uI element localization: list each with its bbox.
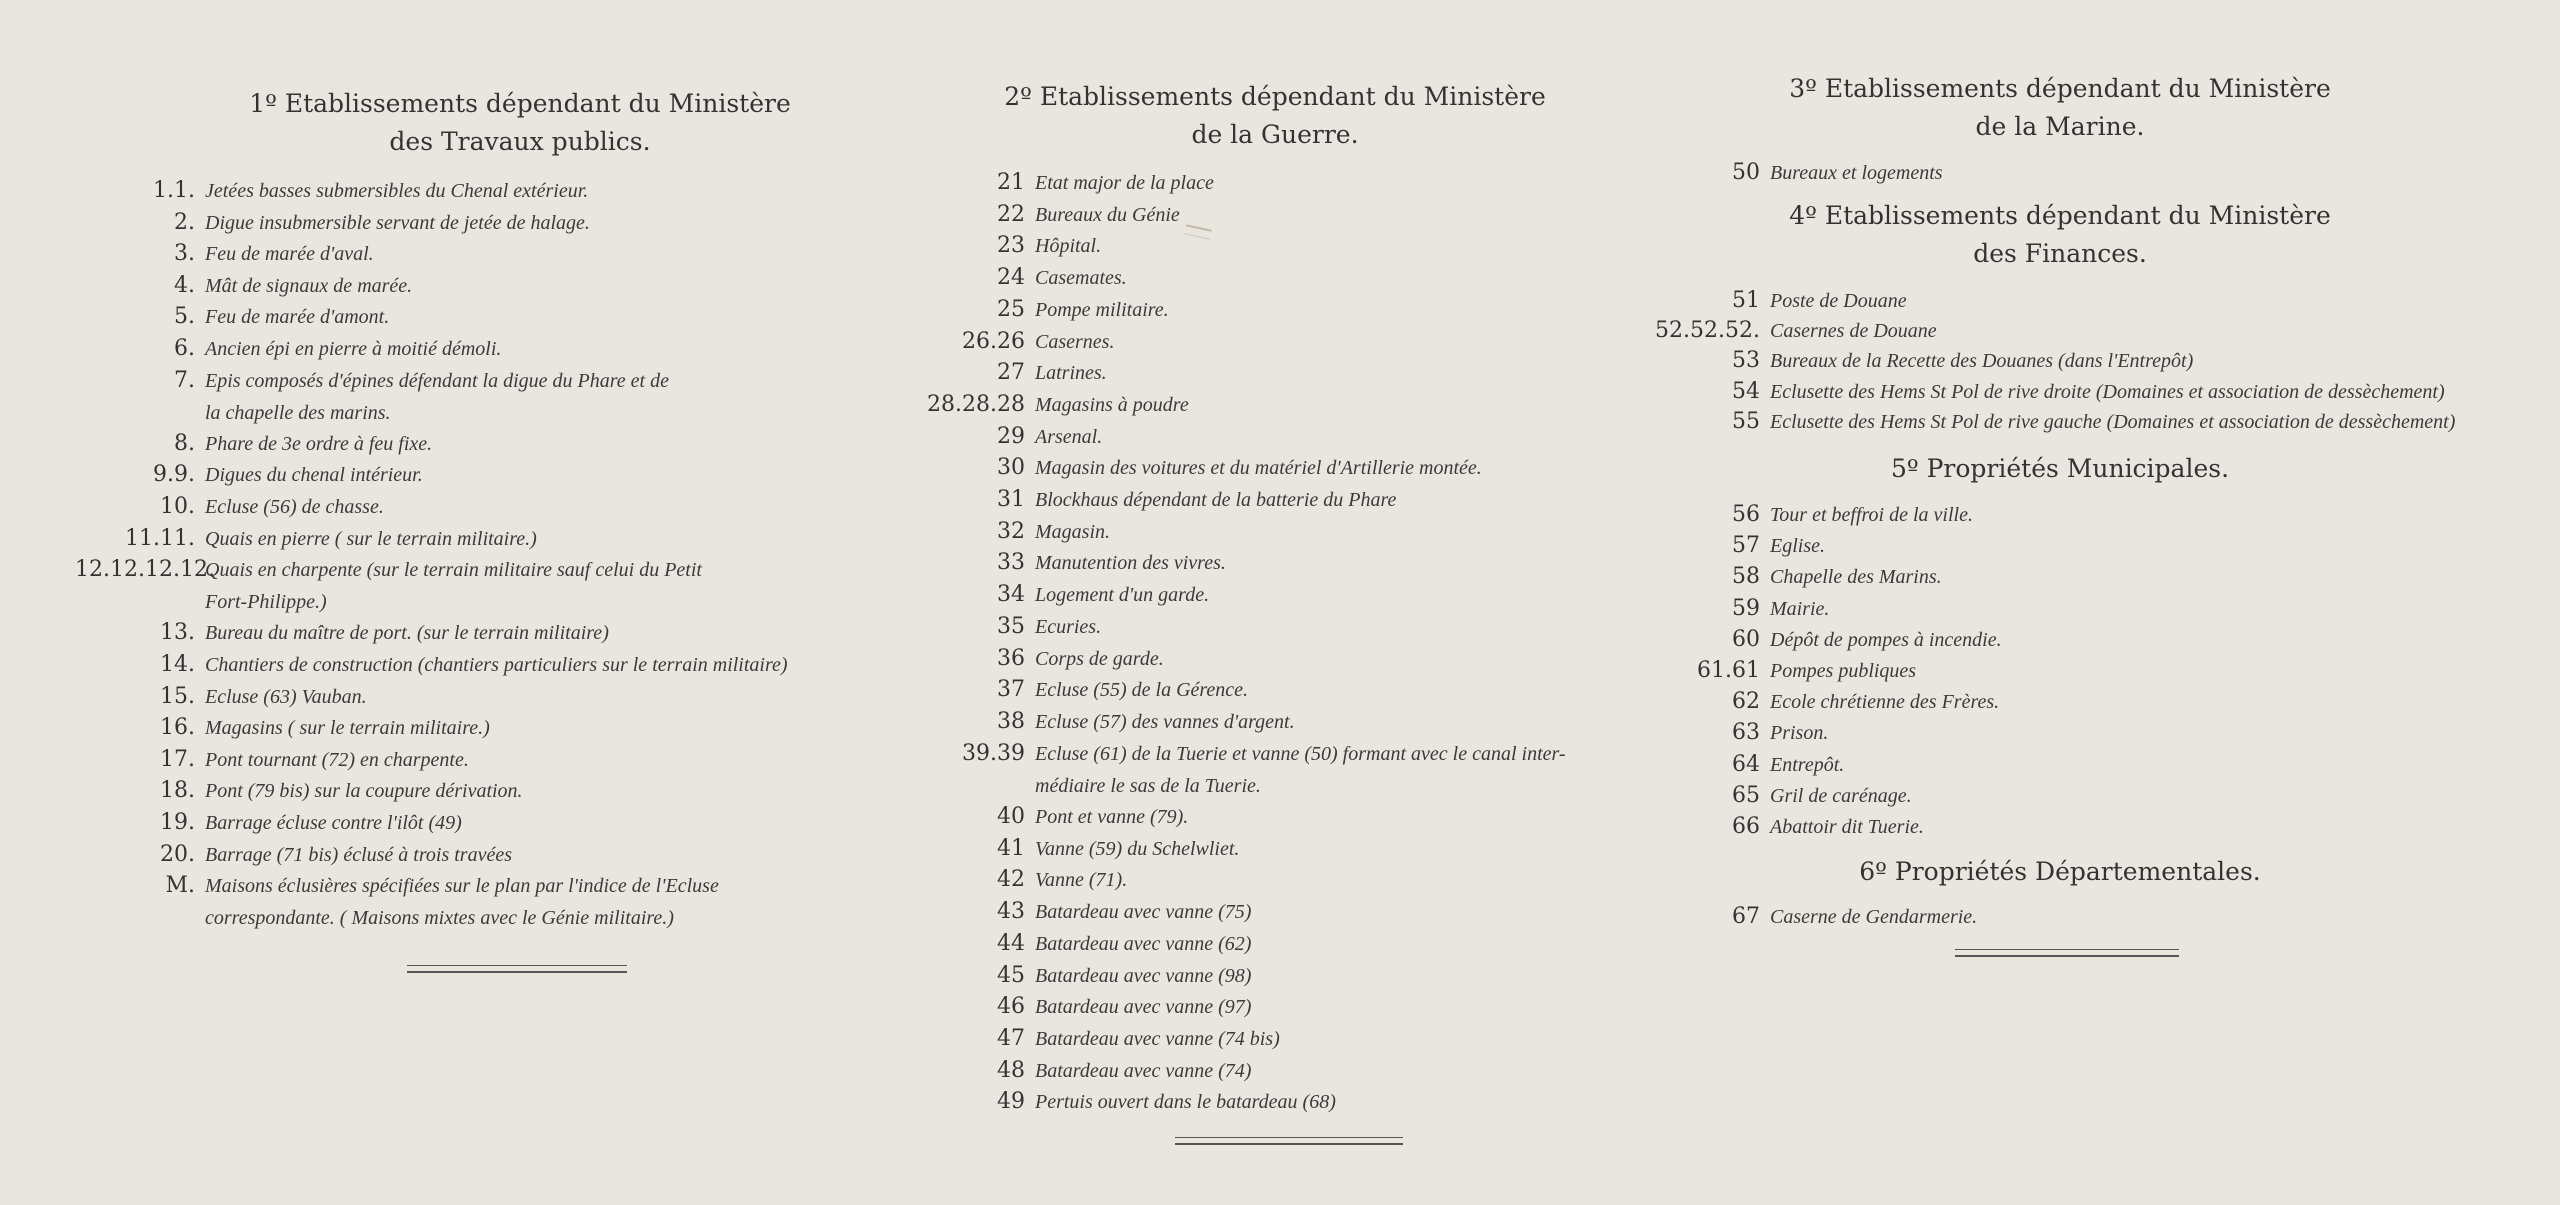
legend-entry (905, 1056, 1645, 1088)
legend-entry-number: 12.12.12.12. (75, 557, 215, 583)
legend-entry-text: Ecole chrétienne des Frères. (1770, 691, 2000, 714)
legend-entry-text-continued: Fort-Philippe.) (205, 591, 327, 614)
legend-entry-number: 29 (997, 423, 1025, 449)
legend-entry-number: 64 (1732, 751, 1760, 777)
legend-entry-number: 45 (997, 962, 1025, 988)
legend-entry (905, 739, 1645, 797)
legend-entry-number: 31 (997, 487, 1025, 512)
legend-entry-text: Magasins ( sur le terrain militaire.) (205, 717, 490, 740)
legend-entry-number: 67 (1732, 904, 1760, 929)
legend-entry-text: Phare de 3e ordre à feu fixe. (205, 432, 433, 455)
heading-line: 3º Etablissements dépendant du Ministère (1789, 74, 2331, 103)
legend-entry (75, 650, 875, 682)
legend-entry-text: Batardeau avec vanne (74 bis) (1035, 1027, 1280, 1050)
section-heading-finances (1640, 197, 2480, 273)
legend-entry (75, 302, 875, 334)
legend-entry (75, 808, 875, 840)
legend-entry-number: 20. (160, 841, 195, 867)
legend-entry-number: 17. (160, 746, 195, 772)
legend-entry-text-continued: médiaire le sas de la Tuerie. (1035, 774, 1261, 797)
legend-entry-number: 24 (997, 265, 1025, 291)
legend-entry (1640, 594, 2480, 626)
legend-entry-number: 22 (997, 201, 1025, 227)
section-end-rule (407, 965, 627, 973)
legend-entry (75, 776, 875, 808)
legend-entry-text: Magasin des voitures et du matériel d'Artillerie montée. (1035, 457, 1482, 480)
legend-entry-number: 33 (997, 550, 1025, 576)
legend-entry (1640, 625, 2480, 657)
section-end-rule (1175, 1137, 1403, 1145)
legend-entry (905, 200, 1645, 232)
legend-entry (75, 271, 875, 303)
legend-entry-number: 28.28.28 (927, 391, 1025, 417)
legend-entry-number: 10. (160, 494, 195, 519)
legend-entry (905, 327, 1645, 359)
legend-entry (1640, 346, 2480, 378)
legend-entry (905, 1024, 1645, 1056)
legend-entry-number: 19. (160, 810, 195, 835)
legend-entry-number: 13. (160, 620, 195, 646)
legend-entry-text: Ecluse (61) de la Tuerie et vanne (50) formant avec le canal inter- (1035, 742, 1566, 765)
legend-entry-text: Magasins à poudre (1035, 393, 1189, 416)
legend-entry (905, 834, 1645, 866)
legend-entry-number: 40 (997, 804, 1025, 829)
legend-entry-number: 27 (997, 360, 1025, 386)
legend-entry-number: 43 (997, 899, 1025, 925)
legend-entry (905, 897, 1645, 929)
legend-entry-number: 62 (1732, 689, 1760, 715)
legend-entry-text: Ecluse (57) des vannes d'argent. (1035, 710, 1295, 733)
legend-entry (905, 802, 1645, 834)
legend-entry-number: 7. (174, 367, 195, 393)
legend-entry (905, 168, 1645, 200)
legend-entry (1640, 316, 2480, 348)
legend-entry-text: Logement d'un garde. (1035, 584, 1210, 607)
section-heading-departementales (1640, 853, 2480, 891)
heading-line: 1º Etablissements dépendant du Ministère (249, 89, 791, 118)
legend-entry-number: 46 (997, 994, 1025, 1020)
legend-entry-text: Digue insubmersible servant de jetée de halage. (205, 211, 590, 234)
legend-entry-number: 49 (997, 1089, 1025, 1115)
legend-entry-text: Pompes publiques (1770, 660, 1917, 682)
legend-entry (75, 713, 875, 745)
legend-entry (905, 453, 1645, 485)
legend-entry-text: Prison. (1770, 722, 1829, 745)
legend-entry-text: Ecluse (56) de chasse. (205, 496, 384, 518)
legend-entry-number: M. (165, 873, 195, 899)
heading-line: de la Marine. (1975, 112, 2145, 141)
legend-entry-text: Mairie. (1770, 597, 1830, 620)
legend-entry-number: 57 (1732, 533, 1760, 559)
legend-entry-number: 25 (997, 296, 1025, 322)
legend-entry-text: Hôpital. (1035, 235, 1102, 258)
legend-entry-number: 48 (997, 1057, 1025, 1083)
legend-entry-number: 42 (997, 867, 1025, 893)
legend-entry-number: 15. (160, 683, 195, 709)
legend-entry-number: 11.11. (125, 525, 195, 551)
legend-entry-number: 51 (1732, 288, 1760, 313)
legend-entry-number: 60 (1732, 626, 1760, 652)
legend-entry (75, 871, 875, 930)
legend-entry (1640, 781, 2480, 813)
legend-entry-number: 3. (174, 241, 195, 267)
legend-entry-text: Bureau du maître de port. (sur le terrain militaire) (205, 622, 609, 645)
legend-entry-text-continued: la chapelle des marins. (205, 401, 391, 424)
legend-entry-number: 52.52.52. (1655, 318, 1760, 344)
legend-entry (75, 239, 875, 271)
legend-entry (905, 263, 1645, 295)
legend-entry-text: Gril de carénage. (1770, 784, 1912, 807)
legend-entry (905, 961, 1645, 993)
legend-entry (905, 390, 1645, 422)
legend-entry-number: 56 (1732, 502, 1760, 527)
legend-entry-text: Chapelle des Marins. (1770, 566, 1942, 589)
legend-entry-text: Casernes de Douane (1770, 320, 1937, 343)
legend-entry-number: 2. (174, 209, 195, 235)
legend-entry-text: Barrage (71 bis) éclusé à trois travées (205, 843, 512, 866)
legend-entry-text: Jetées basses submersibles du Chenal extérieur. (205, 180, 589, 202)
section-heading-municipales (1640, 450, 2480, 488)
legend-entry-text: Corps de garde. (1035, 647, 1164, 670)
legend-entry-number: 38 (997, 708, 1025, 734)
legend-entry-text: Batardeau avec vanne (75) (1035, 901, 1252, 924)
legend-entry-text: Eclusette des Hems St Pol de rive droite (Domaines et association de dessèchement) (1770, 380, 2445, 403)
legend-entry (75, 618, 875, 650)
legend-entry (905, 644, 1645, 676)
legend-entry-number: 30 (997, 455, 1025, 481)
legend-entry-number: 18. (160, 778, 195, 804)
legend-entry-text: Pertuis ouvert dans le batardeau (68) (1035, 1091, 1336, 1114)
legend-entry (1640, 562, 2480, 594)
legend-entry-number: 6. (174, 336, 195, 361)
legend-entry-number: 59 (1732, 595, 1760, 621)
legend-entry-number: 58 (1732, 564, 1760, 590)
legend-entry (1640, 286, 2480, 318)
legend-entry-text: Digues du chenal intérieur. (205, 464, 423, 487)
legend-entry-text: Arsenal. (1035, 425, 1103, 448)
legend-entry (905, 675, 1645, 707)
legend-entry-number: 14. (160, 652, 195, 677)
legend-entry-number: 5. (174, 304, 195, 330)
heading-line: 5º Propriétés Municipales. (1890, 454, 2230, 483)
legend-entry (75, 840, 875, 872)
legend-entry-text: Mât de signaux de marée. (205, 274, 413, 297)
legend-entry-number: 21 (997, 170, 1025, 195)
heading-line: de la Guerre. (1191, 120, 1359, 149)
legend-entry (905, 865, 1645, 897)
legend-entry-number: 1.1. (153, 178, 195, 203)
legend-entry (1640, 718, 2480, 750)
legend-entry-text: Eclusette des Hems St Pol de rive gauche (Domaines et association de dessèchement) (1770, 410, 2456, 433)
legend-entry (905, 707, 1645, 739)
legend-entry (905, 358, 1645, 390)
legend-entry-number: 16. (160, 715, 195, 741)
legend-entry (905, 548, 1645, 580)
legend-entry-number: 37 (997, 677, 1025, 703)
legend-entry-number: 53 (1732, 348, 1760, 374)
legend-entry-text: Feu de marée d'aval. (205, 243, 374, 266)
section-heading-travaux-publics (75, 85, 965, 161)
legend-entry-text: Etat major de la place (1035, 172, 1214, 194)
legend-entry (75, 334, 875, 366)
legend-entry (1640, 812, 2480, 844)
legend-entry-number: 61.61 (1697, 658, 1760, 683)
legend-entry-text: Feu de marée d'amont. (205, 306, 390, 329)
legend-entry (1640, 407, 2480, 439)
legend-entry-number: 66 (1732, 814, 1760, 839)
legend-entry (75, 429, 875, 461)
legend-entry-number: 4. (174, 272, 195, 298)
legend-entry-number: 55 (1732, 408, 1760, 434)
legend-entry-number: 65 (1732, 782, 1760, 808)
legend-entry-number: 44 (997, 930, 1025, 956)
legend-entry-text: Maisons éclusières spécifiées sur le plan par l'indice de l'Ecluse (205, 875, 719, 898)
legend-entry (75, 460, 875, 492)
legend-entry-number: 39.39 (962, 740, 1025, 766)
legend-entry (905, 295, 1645, 327)
legend-entry (75, 524, 875, 556)
legend-entry-number: 36 (997, 645, 1025, 671)
legend-entry-text: Ecuries. (1035, 615, 1102, 638)
legend-entry-text: Tour et beffroi de la ville. (1770, 504, 1973, 526)
heading-line: 2º Etablissements dépendant du Ministère (1004, 82, 1546, 111)
legend-entry (1640, 902, 2480, 934)
legend-entry-text: Poste de Douane (1770, 290, 1907, 312)
legend-entry-text: Entrepôt. (1770, 753, 1845, 776)
section-end-rule (1955, 949, 2179, 957)
legend-entry-text: Dépôt de pompes à incendie. (1770, 628, 2002, 651)
legend-entry (1640, 531, 2480, 563)
legend-entry (905, 612, 1645, 644)
legend-entry (905, 992, 1645, 1024)
legend-entry (75, 208, 875, 240)
legend-entry-text: Chantiers de construction (chantiers particuliers sur le terrain militaire) (205, 654, 788, 676)
legend-entry-text: Casemates. (1035, 267, 1127, 290)
legend-entry (75, 492, 875, 524)
legend-entry (905, 517, 1645, 549)
legend-entry-number: 41 (997, 835, 1025, 861)
legend-entry (905, 231, 1645, 263)
legend-entry-number: 35 (997, 613, 1025, 639)
legend-entry-text-continued: correspondante. ( Maisons mixtes avec le Génie militaire.) (205, 907, 674, 930)
legend-entry-text: Bureaux de la Recette des Douanes (dans l'Entrepôt) (1770, 350, 2194, 373)
legend-entry-text: Eglise. (1770, 535, 1825, 558)
legend-entry-text: Blockhaus dépendant de la batterie du Phare (1035, 489, 1397, 511)
legend-entry-number: 23 (997, 233, 1025, 259)
legend-entry-number: 50 (1732, 160, 1760, 185)
section-heading-marine (1640, 70, 2480, 146)
legend-entry (1640, 500, 2480, 532)
legend-entry-number: 34 (997, 582, 1025, 608)
legend-entry (1640, 377, 2480, 409)
legend-entry (75, 366, 875, 424)
heading-line: 4º Etablissements dépendant du Ministère (1789, 201, 2331, 230)
legend-entry-number: 32 (997, 518, 1025, 544)
legend-entry (75, 745, 875, 777)
section-heading-guerre (905, 78, 1645, 154)
legend-entry-text: Manutention des vivres. (1035, 552, 1226, 575)
legend-entry-text: Magasin. (1035, 520, 1110, 543)
legend-entry-text: Pont tournant (72) en charpente. (205, 748, 469, 771)
legend-entry (905, 580, 1645, 612)
legend-entry-text: Bureaux du Génie (1035, 203, 1180, 226)
legend-entry (905, 422, 1645, 454)
legend-entry-text: Ecluse (55) de la Gérence. (1035, 679, 1249, 702)
legend-entry-text: Pompe militaire. (1035, 298, 1169, 321)
legend-entry-number: 54 (1732, 378, 1760, 404)
legend-entry-text: Vanne (71). (1035, 869, 1128, 892)
legend-entry-number: 8. (174, 430, 195, 456)
legend-entry-number: 9.9. (153, 462, 195, 488)
legend-entry (75, 682, 875, 714)
legend-entry-text: Barrage écluse contre l'ilôt (49) (205, 812, 462, 834)
heading-line: 6º Propriétés Départementales. (1859, 857, 2261, 886)
legend-entry-text: Abattoir dit Tuerie. (1770, 816, 1924, 838)
legend-entry-text: Batardeau avec vanne (98) (1035, 964, 1252, 987)
legend-entry-text: Latrines. (1035, 362, 1107, 385)
legend-entry (1640, 687, 2480, 719)
legend-entry-text: Pont (79 bis) sur la coupure dérivation. (205, 780, 523, 803)
legend-entry-text: Batardeau avec vanne (97) (1035, 996, 1252, 1019)
legend-entry (905, 929, 1645, 961)
legend-entry (905, 1087, 1645, 1119)
heading-line: des Travaux publics. (389, 127, 651, 156)
legend-entry-text: Casernes. (1035, 330, 1115, 353)
legend-entry-text: Epis composés d'épines défendant la digue du Phare et de (205, 369, 669, 392)
legend-entry-text: Vanne (59) du Schelwliet. (1035, 837, 1240, 860)
legend-entry-text: Bureaux et logements (1770, 162, 1943, 184)
legend-entry-text: Quais en pierre ( sur le terrain militaire.) (205, 527, 537, 550)
legend-entry-text: Pont et vanne (79). (1035, 806, 1189, 828)
legend-entry-text: Ecluse (63) Vauban. (205, 685, 367, 708)
legend-entry (1640, 158, 2480, 190)
legend-entry (1640, 656, 2480, 688)
legend-entry-text: Batardeau avec vanne (74) (1035, 1059, 1252, 1082)
legend-entry-text: Batardeau avec vanne (62) (1035, 932, 1252, 955)
legend-entry-number: 63 (1732, 720, 1760, 746)
legend-entry (1640, 750, 2480, 782)
legend-entry (75, 176, 875, 208)
legend-entry-text: Ancien épi en pierre à moitié démoli. (205, 338, 502, 360)
legend-entry (75, 555, 875, 614)
legend-entry (905, 485, 1645, 517)
legend-entry-number: 47 (997, 1025, 1025, 1051)
legend-entry-text: Quais en charpente (sur le terrain militaire sauf celui du Petit (205, 559, 702, 582)
heading-line: des Finances. (1973, 239, 2147, 268)
legend-entry-text: Caserne de Gendarmerie. (1770, 906, 1978, 928)
legend-entry-number: 26.26 (962, 328, 1025, 354)
